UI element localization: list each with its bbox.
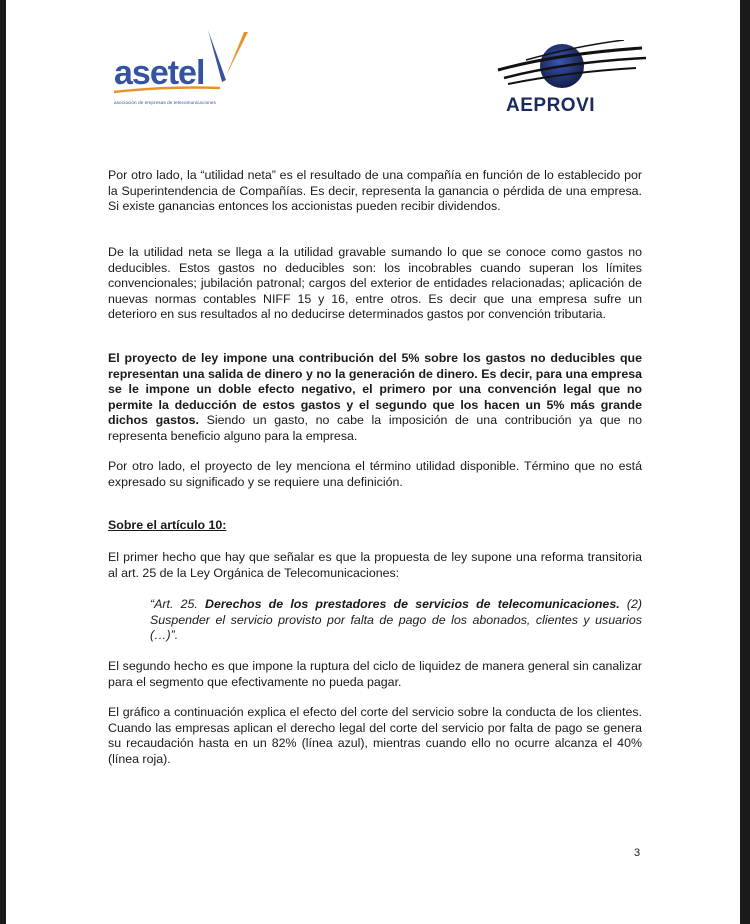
paragraph-utilidad-disponible: Por otro lado, el proyecto de ley menciona el término utilidad disponible. Término que no está expresado su significado y se requiere una definición. xyxy=(108,459,642,489)
paragraph-contribucion-bold: El proyecto de ley impone una contribución del 5% sobre los gastos no deducibles que representan una salida de dinero y no la generación de dinero. Es decir, para una empresa se le impone un doble efecto negativo, el primero por una convención legal que no permite la deducción de estos gastos y el segundo que los hacen un 5% más grande dichos gastos. xyxy=(108,351,642,428)
paragraph-contribucion xyxy=(108,351,642,445)
aeprovi-logo xyxy=(496,40,646,120)
paragraph-utilidad-neta: Por otro lado, la “utilidad neta” es el resultado de una compañía en función de lo establecido por la Superintendencia de Compañías. Es decir, representa la ganancia o pérdida de una empresa. Si existe ganancias entonces los accionistas pueden recibir dividendos. xyxy=(108,168,642,214)
asetel-logo xyxy=(108,28,258,113)
quote-art-25 xyxy=(150,597,642,644)
aeprovi-wordmark: AEPROVI xyxy=(506,95,596,116)
quote-start: “Art. 25. xyxy=(150,597,206,611)
asetel-wordmark: asetel xyxy=(114,54,205,92)
paragraph-gastos-no-deducibles: De la utilidad neta se llega a la utilidad gravable sumando lo que se conoce como gastos no deducibles. Estos gastos no deducibles son: los incobrables cuando superan los límites convencionales; jubilación patronal; cargos del exterior de entidades relacionadas; aplicación de nuevas normas contables NIFF 15 y 16, entre otros. Es decir que una empresa sufre un deterioro en sus resultados al no deducirse determinados gastos por convención tributaria. xyxy=(108,245,642,322)
paragraph-grafico: El gráfico a continuación explica el efecto del corte del servicio sobre la conducta de los clientes. Cuando las empresas aplican el derecho legal del corte del servicio por falta de pago se genera su recaudación hasta en un 82% (línea azul), mientras cuando ello no ocurre alcanza el 40% (línea roja). xyxy=(108,705,642,766)
section-heading-text: Sobre el artículo 10: xyxy=(108,518,227,532)
section-heading-articulo-10 xyxy=(108,518,642,534)
scan-edge-right xyxy=(740,0,750,924)
paragraph-contribucion-rest: Siendo un gasto, no cabe la imposición de una contribución ya que no representa beneficio alguno para la empresa. xyxy=(108,413,642,443)
aeprovi-globe-icon xyxy=(496,40,646,100)
paragraph-primer-hecho: El primer hecho que hay que señalar es que la propuesta de ley supone una reforma transitoria al art. 25 de la Ley Orgánica de Telecomunicaciones: xyxy=(108,550,642,580)
quote-bold: Derechos de los prestadores de servicios de telecomunicaciones. xyxy=(205,597,620,611)
asetel-subtitle: asociación de empresas de telecomunicaciones xyxy=(114,100,216,105)
page-number: 3 xyxy=(634,847,641,859)
quote-rest: (2) Suspender el servicio provisto por falta de pago de los abonados, clientes y usuarios (…)”. xyxy=(150,597,642,643)
paragraph-segundo-hecho: El segundo hecho es que impone la ruptura del ciclo de liquidez de manera general sin canalizar para el segmento que efectivamente no pueda pagar. xyxy=(108,659,642,689)
